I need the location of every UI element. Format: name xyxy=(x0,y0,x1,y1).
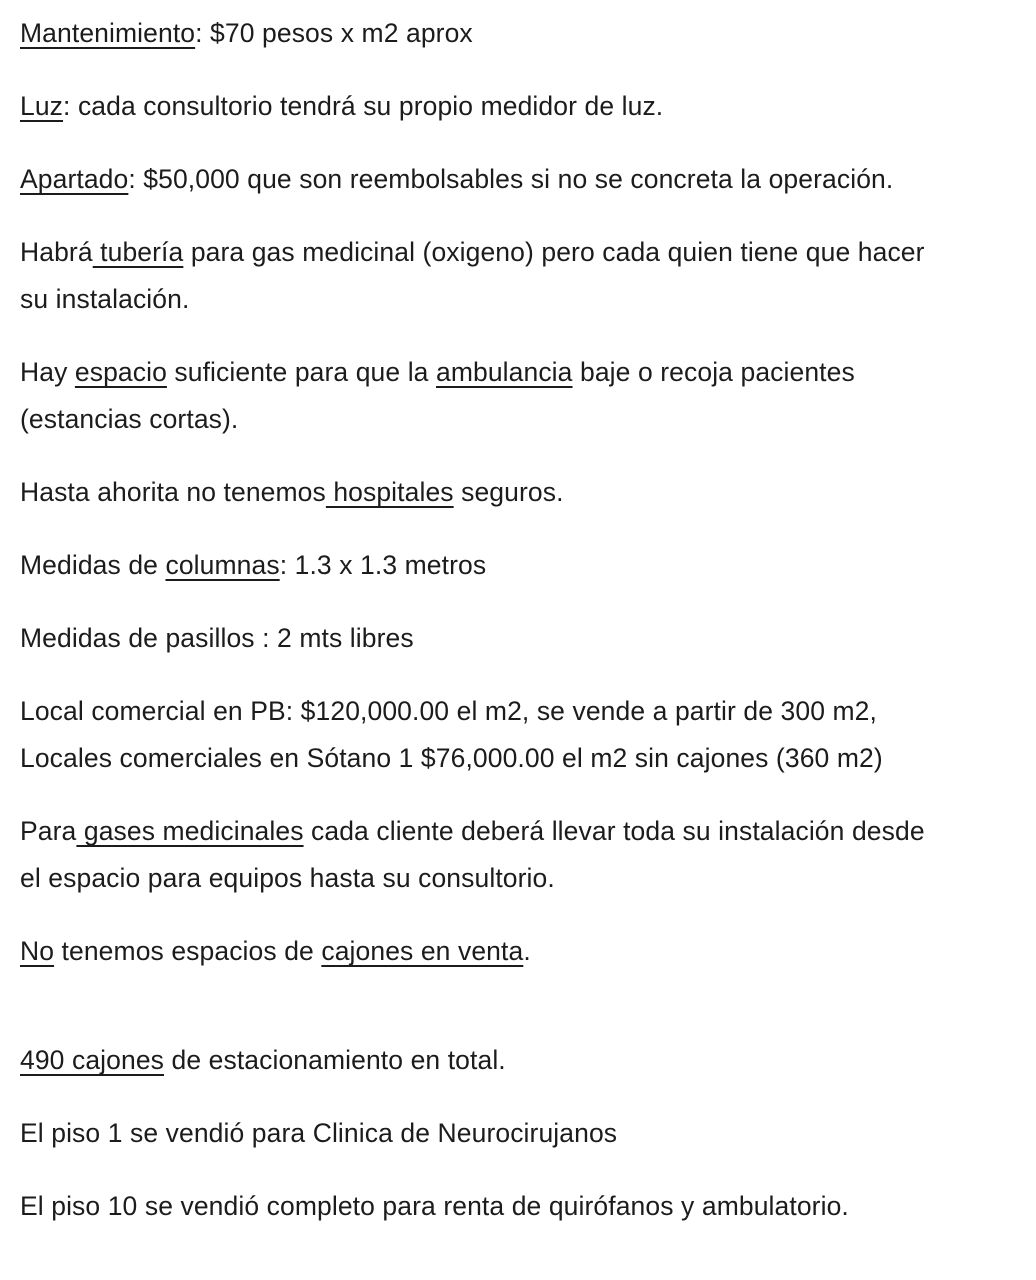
underlined-text: Mantenimiento xyxy=(20,18,196,48)
underlined-text: ambulancia xyxy=(435,357,573,387)
text-segment: Hay xyxy=(20,357,75,387)
underlined-text: Luz xyxy=(20,91,64,121)
piso10-line xyxy=(20,1183,1018,1230)
text-segment: Local comercial en PB: $120,000.00 el m2, se vende a partir de 300 m2, xyxy=(20,696,877,726)
text-segment: seguros. xyxy=(453,477,564,507)
ambulancia-paragraph xyxy=(20,349,1018,443)
text-segment: : cada consultorio tendrá su propio medidor de luz. xyxy=(63,91,664,121)
pasillos-line xyxy=(20,615,1018,662)
text-segment: de estacionamiento en total. xyxy=(164,1045,506,1075)
text-segment: cada cliente deberá llevar toda su instalación desde xyxy=(303,816,925,846)
mantenimiento-line xyxy=(20,10,1018,57)
text-segment: Habrá xyxy=(20,237,93,267)
underlined-text: gases medicinales xyxy=(76,816,304,846)
piso1-line xyxy=(20,1110,1018,1157)
text-segment: Locales comerciales en Sótano 1 $76,000.00 el m2 sin cajones (360 m2) xyxy=(20,743,883,773)
text-segment: Medidas de pasillos : 2 mts libres xyxy=(20,623,414,653)
blank-spacer xyxy=(20,1001,1018,1037)
text-segment: tenemos espacios de xyxy=(54,936,322,966)
text-segment: el espacio para equipos hasta su consultorio. xyxy=(20,863,555,893)
text-segment: : 1.3 x 1.3 metros xyxy=(279,550,487,580)
text-segment: Hasta ahorita no tenemos xyxy=(20,477,326,507)
underlined-text: espacio xyxy=(74,357,167,387)
text-segment: (estancias cortas). xyxy=(20,404,239,434)
text-segment: Para xyxy=(20,816,77,846)
gases-paragraph xyxy=(20,808,1018,902)
text-segment: para gas medicinal (oxigeno) pero cada quien tiene que hacer xyxy=(183,237,925,267)
underlined-text: tubería xyxy=(92,237,184,267)
text-segment: El piso 10 se vendió completo para renta de quirófanos y ambulatorio. xyxy=(20,1191,849,1221)
underlined-text: columnas xyxy=(165,550,280,580)
columnas-line xyxy=(20,542,1018,589)
text-segment: Medidas de xyxy=(20,550,166,580)
hospitales-line xyxy=(20,469,1018,516)
cajones-venta-line xyxy=(20,928,1018,975)
text-segment: su instalación. xyxy=(20,284,190,314)
estacionamiento-line xyxy=(20,1037,1018,1084)
text-segment: suficiente para que la xyxy=(166,357,436,387)
underlined-text: No xyxy=(20,936,55,966)
underlined-text: 490 cajones xyxy=(20,1045,165,1075)
text-segment: : $50,000 que son reembolsables si no se concreta la operación. xyxy=(128,164,894,194)
apartado-line xyxy=(20,156,1018,203)
locales-paragraph xyxy=(20,688,1018,782)
underlined-text: cajones en venta xyxy=(321,936,524,966)
tuberia-paragraph xyxy=(20,229,1018,323)
text-segment: El piso 1 se vendió para Clinica de Neurocirujanos xyxy=(20,1118,618,1148)
text-segment: baje o recoja pacientes xyxy=(572,357,855,387)
text-segment: . xyxy=(523,936,531,966)
text-segment: : $70 pesos x m2 aprox xyxy=(195,18,473,48)
underlined-text: hospitales xyxy=(325,477,454,507)
luz-line xyxy=(20,83,1018,130)
underlined-text: Apartado xyxy=(20,164,129,194)
